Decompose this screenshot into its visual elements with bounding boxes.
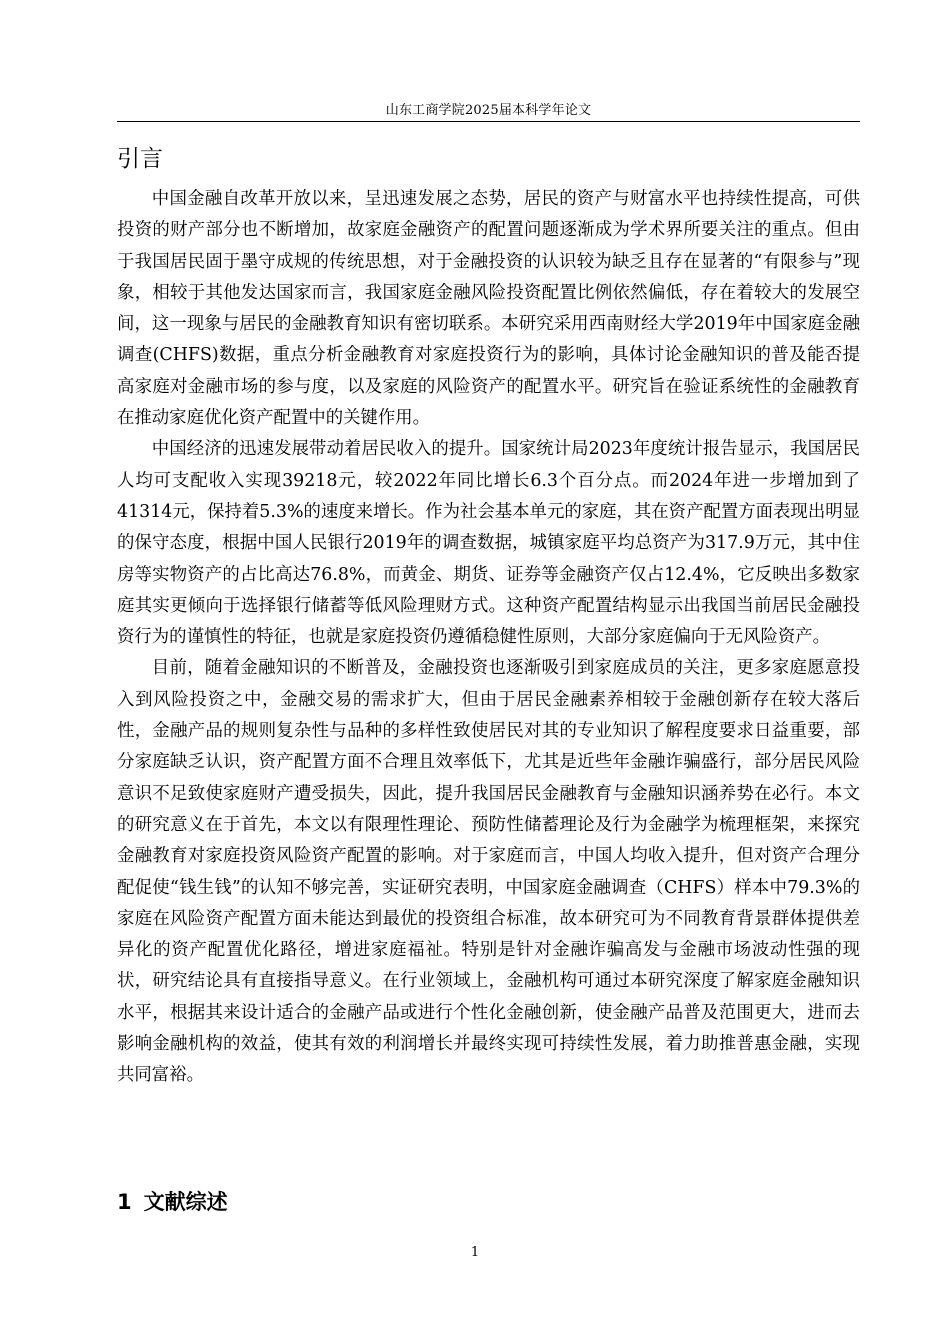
- section-heading-literature-review: [117, 1186, 228, 1218]
- paragraph: 中国经济的迅速发展带动着居民收入的提升。国家统计局2023年度统计报告显示，我国居民人均可支配收入实现39218元，较2022年同比增长6.3个百分点。而2024年进一步增加到了41314元，保持着5.3%的速度来增长。作为社会基本单元的家庭，其在资产配置方面表现出明显的保守态度，根据中国人民银行2019年的调查数据，城镇家庭平均总资产为317.9万元，其中住房等实物资产的占比高达76.8%，而黄金、期货、证券等金融资产仅占12.4%，它反映出多数家庭其实更倾向于选择银行储蓄等低风险理财方式。这种资产配置结构显示出我国当前居民金融投资行为的谨慎性的特征，也就是家庭投资仍遵循稳健性原则，大部分家庭偏向于无风险资产。: [117, 439, 860, 648]
- header-divider: [117, 121, 860, 122]
- page-number: 1: [470, 1245, 480, 1260]
- running-header: 山东工商学院2025届本科学年论文: [385, 103, 592, 118]
- section-title-introduction: 引言: [117, 146, 163, 172]
- introduction-body: [117, 184, 860, 1092]
- section-number: 1: [117, 1190, 132, 1214]
- paragraph: 中国金融自改革开放以来，呈迅速发展之态势，居民的资产与财富水平也持续性提高，可供投资的财产部分也不断增加，故家庭金融资产的配置问题逐渐成为学术界所要关注的重点。但由于我国居民固于墨守成规的传统思想，对于金融投资的认识较为缺乏且存在显著的“有限参与”现象，相较于其他发达国家而言，我国家庭金融风险投资配置比例依然偏低，存在着较大的发展空间，这一现象与居民的金融教育知识有密切联系。本研究采用西南财经大学2019年中国家庭金融调查(CHFS)数据，重点分析金融教育对家庭投资行为的影响，具体讨论金融知识的普及能否提高家庭对金融市场的参与度，以及家庭的风险资产的配置水平。研究旨在验证系统性的金融教育在推动家庭优化资产配置中的关键作用。: [117, 189, 860, 429]
- section-heading-label: 文献综述: [143, 1190, 228, 1214]
- paragraph: 目前，随着金融知识的不断普及，金融投资也逐渐吸引到家庭成员的关注，更多家庭愿意投入到风险投资之中，金融交易的需求扩大，但由于居民金融素养相较于金融创新存在较大落后性，金融产品的规则复杂性与品种的多样性致使居民对其的专业知识了解程度要求日益重要，部分家庭缺乏认识，资产配置方面不合理且效率低下，尤其是近些年金融诈骗盛行，部分居民风险意识不足致使家庭财产遭受损失，因此，提升我国居民金融教育与金融知识涵养势在必行。本文的研究意义在于首先，本文以有限理性理论、预防性储蓄理论及行为金融学为梳理框架，来探究金融教育对家庭投资风险资产配置的影响。对于家庭而言，中国人均收入提升，但对资产合理分配促使“钱生钱”的认知不够完善，实证研究表明，中国家庭金融调查（CHFS）样本中79.3%的家庭在风险资产配置方面未能达到最优的投资组合标准，故本研究可为不同教育背景群体提供差异化的资产配置优化路径，增进家庭福祉。特别是针对金融诈骗高发与金融市场波动性强的现状，研究结论具有直接指导意义。在行业领域上，金融机构可通过本研究深度了解家庭金融知识水平，根据其来设计适合的金融产品或进行个性化金融创新，使金融产品普及范围更大，进而去影响金融机构的效益，使其有效的利润增长并最终实现可持续性发展，着力助推普惠金融，实现共同富裕。: [117, 658, 860, 1086]
